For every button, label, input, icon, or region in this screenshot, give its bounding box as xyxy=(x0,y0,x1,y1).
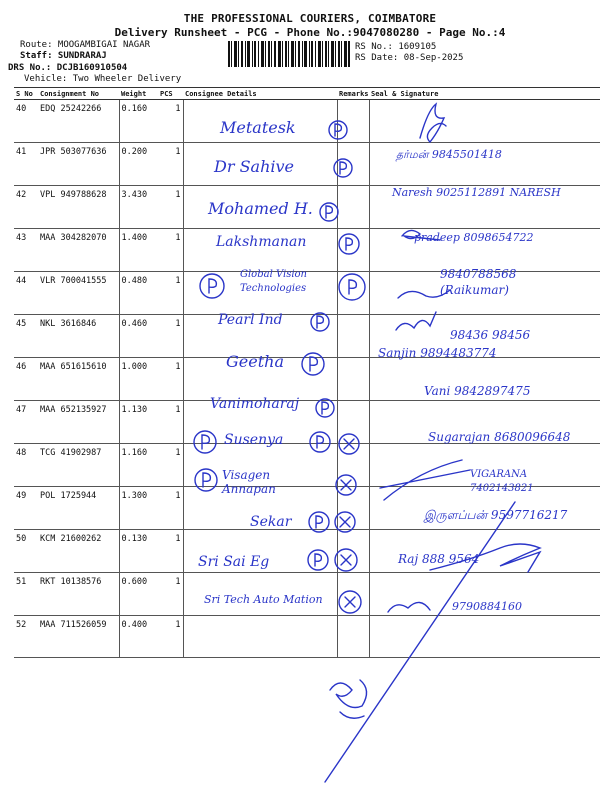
rs-date: RS Date: 08-Sep-2025 xyxy=(355,53,464,63)
row-pcs: 1 xyxy=(158,100,183,143)
circled-p-mark xyxy=(195,469,217,491)
signature-scribble xyxy=(330,680,367,708)
row-weight: 0.460 xyxy=(119,315,158,358)
handwritten-consignee: Vanimoharaj xyxy=(210,396,300,412)
col-sno: S No xyxy=(14,88,38,100)
row-sno: 52 xyxy=(14,616,38,658)
circled-p-mark xyxy=(194,431,216,453)
row-sno: 47 xyxy=(14,401,38,444)
row-pcs: 1 xyxy=(158,573,183,616)
row-pcs: 1 xyxy=(158,401,183,444)
signature-scribble xyxy=(340,712,364,718)
row-consignment: JPR 503077636 xyxy=(38,143,119,186)
handwritten-consignee: Geetha xyxy=(226,352,284,371)
circled-x-mark xyxy=(335,549,357,571)
handwritten-consignee: Pearl Ind xyxy=(218,312,283,328)
handwritten-signature: 98436 98456 xyxy=(450,328,531,342)
col-pcs: PCS xyxy=(158,88,183,100)
row-sno: 50 xyxy=(14,530,38,573)
route-label: Route: MOOGAMBIGAI NAGAR xyxy=(20,40,151,50)
row-weight: 0.600 xyxy=(119,573,158,616)
handwritten-signature: தர்மன் 9845501418 xyxy=(396,148,502,161)
drs-number: DRS No.: DCJB160910504 xyxy=(8,63,128,73)
circled-p-mark xyxy=(339,274,365,300)
row-weight: 1.000 xyxy=(119,358,158,401)
circled-p-mark xyxy=(310,432,330,452)
row-weight: 1.300 xyxy=(119,487,158,530)
runsheet-title: Delivery Runsheet - PCG - Phone No.:9047080280 - Page No.:4 xyxy=(114,26,506,39)
circled-x-mark xyxy=(339,591,361,613)
col-consignment: Consignment No xyxy=(38,88,119,100)
circled-p-mark xyxy=(334,159,352,177)
col-consignee: Consignee Details xyxy=(183,88,337,100)
row-sno: 45 xyxy=(14,315,38,358)
company-name: THE PROFESSIONAL COURIERS, COIMBATORE xyxy=(183,12,437,25)
handwritten-signature: இருளப்பன் 9597716217 xyxy=(424,508,568,522)
row-pcs: 1 xyxy=(158,229,183,272)
row-consignment: MAA 304282070 xyxy=(38,229,119,272)
handwritten-consignee: Sekar xyxy=(250,514,292,530)
handwritten-signature: Naresh 9025112891 NARESH xyxy=(392,186,561,199)
handwritten-consignee: Visagen Annapan xyxy=(222,468,276,496)
signature-scribble xyxy=(398,290,450,298)
row-sno: 49 xyxy=(14,487,38,530)
row-sno: 42 xyxy=(14,186,38,229)
handwritten-signature: 9790884160 xyxy=(452,600,522,613)
circled-p-mark xyxy=(316,399,334,417)
staff-label: Staff: SUNDRARAJ xyxy=(20,51,107,61)
circled-p-mark xyxy=(311,313,329,331)
circled-x-mark xyxy=(336,475,356,495)
circled-x-mark xyxy=(335,512,355,532)
row-pcs: 1 xyxy=(158,487,183,530)
row-pcs: 1 xyxy=(158,186,183,229)
row-pcs: 1 xyxy=(158,530,183,573)
handwritten-signature: 9840788568 (Raikumar) xyxy=(440,267,517,297)
row-pcs: 1 xyxy=(158,358,183,401)
col-signature: Seal & Signature xyxy=(369,88,600,100)
handwritten-consignee: Metatesk xyxy=(220,118,296,137)
handwritten-signature: VIGARANA 7402143821 xyxy=(470,469,534,494)
row-sno: 46 xyxy=(14,358,38,401)
col-weight: Weight xyxy=(119,88,158,100)
col-remarks: Remarks xyxy=(339,89,369,98)
row-sno: 44 xyxy=(14,272,38,315)
row-pcs: 1 xyxy=(158,143,183,186)
row-consignment: EDQ 25242266 xyxy=(38,100,119,143)
row-consignment: MAA 711526059 xyxy=(38,616,119,658)
handwritten-consignee: Lakshmanan xyxy=(216,234,307,250)
circled-x-mark xyxy=(339,434,359,454)
signature-scribble xyxy=(380,460,470,500)
circled-p-mark xyxy=(309,512,329,532)
row-pcs: 1 xyxy=(158,616,183,658)
row-consignment: MAA 652135927 xyxy=(38,401,119,444)
row-sno: 51 xyxy=(14,573,38,616)
row-weight: 1.130 xyxy=(119,401,158,444)
handwritten-signature: Sanjin 9894483774 xyxy=(378,346,497,360)
handwritten-consignee: Sri Sai Eg xyxy=(198,554,270,570)
handwritten-signature: Raj 888 9564 xyxy=(398,552,480,566)
row-consignment: POL 1725944 xyxy=(38,487,119,530)
row-weight: 0.480 xyxy=(119,272,158,315)
signature-scribble xyxy=(430,544,540,572)
row-sno: 43 xyxy=(14,229,38,272)
row-pcs: 1 xyxy=(158,315,183,358)
row-consignment: KCM 21600262 xyxy=(38,530,119,573)
row-pcs: 1 xyxy=(158,444,183,487)
handwritten-signature: pradeep 8098654722 xyxy=(414,231,534,244)
row-weight: 0.400 xyxy=(119,616,158,658)
row-weight: 1.160 xyxy=(119,444,158,487)
row-consignment: VLR 700041555 xyxy=(38,272,119,315)
row-weight: 3.430 xyxy=(119,186,158,229)
row-consignment: TCG 41902987 xyxy=(38,444,119,487)
circled-p-mark xyxy=(320,203,338,221)
circled-p-mark xyxy=(200,274,224,298)
handwritten-signature: Vani 9842897475 xyxy=(424,384,531,398)
row-consignment: MAA 651615610 xyxy=(38,358,119,401)
row-weight: 0.160 xyxy=(119,100,158,143)
handwritten-consignee: Sri Tech Auto Mation xyxy=(204,593,323,606)
diagonal-pen-stroke xyxy=(325,502,515,782)
handwritten-signature: Sugarajan 8680096648 xyxy=(428,430,571,444)
row-consignment: NKL 3616846 xyxy=(38,315,119,358)
signature-scribble xyxy=(396,312,436,330)
circled-p-mark xyxy=(329,121,347,139)
row-sno: 40 xyxy=(14,100,38,143)
row-sno: 48 xyxy=(14,444,38,487)
handwritten-consignee: Global Vision Technologies xyxy=(240,269,307,294)
row-weight: 0.130 xyxy=(119,530,158,573)
row-weight: 1.400 xyxy=(119,229,158,272)
row-sno: 41 xyxy=(14,143,38,186)
rs-number: RS No.: 1609105 xyxy=(355,42,437,52)
circled-p-mark xyxy=(302,353,324,375)
handwritten-consignee: Susenya xyxy=(224,432,284,448)
row-weight: 0.200 xyxy=(119,143,158,186)
circled-p-mark xyxy=(339,234,359,254)
handwritten-consignee: Mohamed H. xyxy=(208,199,313,218)
signature-scribble xyxy=(402,230,440,240)
circled-p-mark xyxy=(308,550,328,570)
signature-scribble xyxy=(388,602,430,612)
vehicle-label: Vehicle: Two Wheeler Delivery xyxy=(24,74,182,84)
row-pcs: 1 xyxy=(158,272,183,315)
handwritten-consignee: Dr Sahive xyxy=(214,157,294,176)
row-consignment: VPL 949788628 xyxy=(38,186,119,229)
row-consignment: RKT 10138576 xyxy=(38,573,119,616)
signature-scribble xyxy=(420,104,446,142)
